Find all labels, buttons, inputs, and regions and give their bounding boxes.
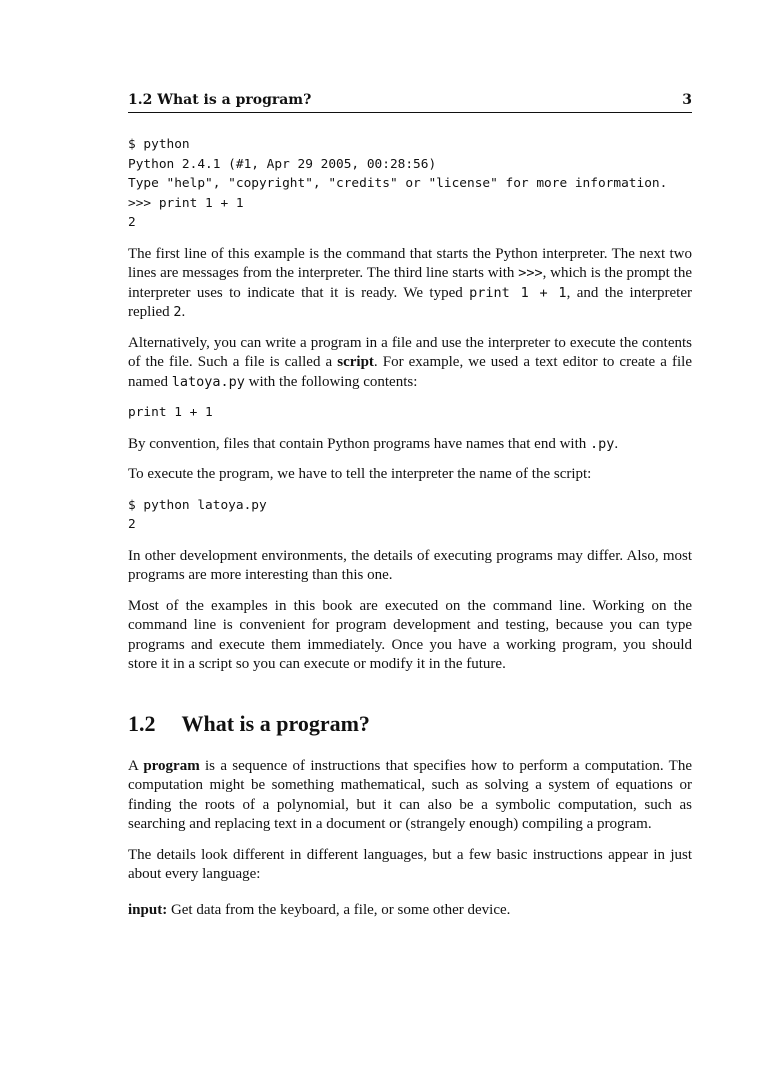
definition-input [128, 901, 692, 921]
paragraph-first-line-explanation [128, 245, 692, 323]
text-run: Alternatively, you can write a program in a file and use the interpreter to execute the contents of the file. Such a file is called a [128, 334, 692, 370]
paragraph-convention [128, 435, 692, 455]
text-run: , which is the prompt the interpreter uses to indicate that it is ready. We typed [128, 265, 692, 301]
code-block-run-script [128, 496, 692, 535]
definition-term: input: [128, 901, 168, 918]
paragraph-execute-program: To execute the program, we have to tell the interpreter the name of the script: [128, 466, 592, 482]
code-line: 2 [128, 215, 136, 230]
code-line: 2 [128, 517, 136, 532]
definition-text: Get data from the keyboard, a file, or some other device. [167, 901, 511, 918]
paragraph-other-environments: In other development environments, the details of executing programs may differ. Also, most programs are more interesting than this one. [128, 547, 692, 583]
section-number: 1.2 [128, 710, 156, 736]
section-heading [128, 711, 692, 737]
paragraph-program-definition [128, 757, 692, 835]
inline-code: >>> [518, 265, 543, 281]
page-number: 3 [682, 92, 692, 108]
text-run: The first line of this example is the command that starts the Python interpreter. The next two lines are messages from the interpreter. The third line starts with [128, 245, 692, 281]
code-block-interpreter-session [128, 135, 692, 233]
paragraph-script-definition [128, 334, 692, 393]
code-block-script-contents: print 1 + 1 [128, 405, 213, 420]
inline-code: latoya.py [171, 373, 245, 390]
inline-code: .py [590, 435, 615, 452]
text-run: is a sequence of instructions that specifies how to perform a computation. The computation might be something mathematical, such as solving a system of equations or finding the roots of a polynomial, but it can also be a symbolic computation, such as searching and replacing text in a document or (strangely enough) compiling a program. [128, 757, 692, 832]
text-run: . For example, we used a text editor to create a file named [128, 354, 692, 390]
header-section-title: 1.2 What is a program? [128, 92, 312, 108]
text-run: . [614, 435, 619, 452]
code-line: $ python latoya.py [128, 497, 267, 513]
paragraph-basic-instructions: The details look different in different languages, but a few basic instructions appear in just about every language: [128, 846, 692, 882]
code-line: >>> print 1 + 1 [128, 195, 244, 211]
running-header [128, 92, 692, 113]
bold-term: program [143, 757, 200, 774]
text-run: A [128, 757, 144, 774]
code-line: Type "help", "copyright", "credits" or "license" for more information. [128, 176, 668, 191]
inline-code: print 1 + 1 [469, 284, 567, 301]
bold-term: script [337, 354, 374, 370]
text-run: , and the interpreter replied [128, 284, 692, 320]
page [128, 92, 692, 931]
inline-code: 2 [173, 304, 182, 320]
code-line: $ python [128, 137, 190, 152]
section-title: What is a program? [181, 710, 370, 736]
text-run: . [181, 304, 186, 320]
text-run: By convention, files that contain Python programs have names that end with [128, 435, 590, 452]
text-run: with the following contents: [244, 373, 418, 390]
code-line: Python 2.4.1 (#1, Apr 29 2005, 00:28:56) [128, 156, 437, 172]
paragraph-command-line: Most of the examples in this book are executed on the command line. Working on the command line is convenient for program development and testing, because you can type programs and execute them immediately. Once you have a working program, you should store it in a script so you can execute or modify it in the future. [128, 597, 692, 672]
